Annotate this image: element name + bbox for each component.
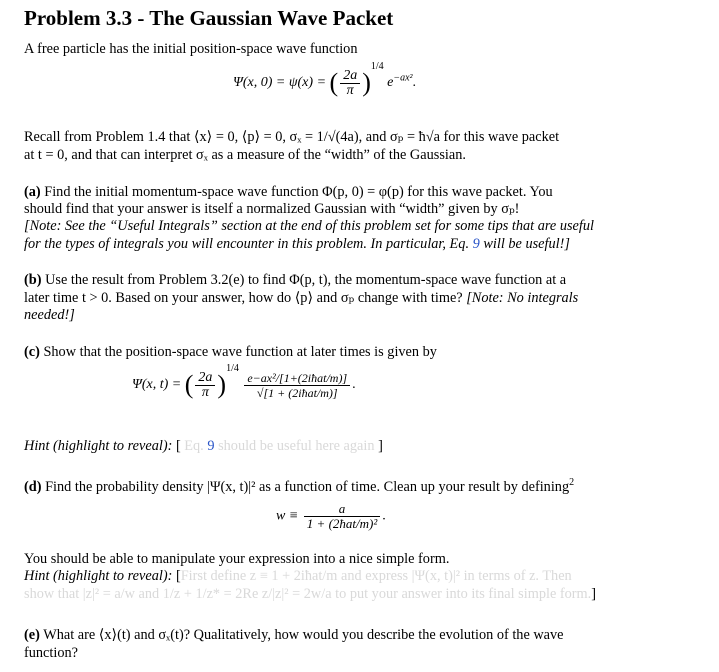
eqc-numerator: 2a bbox=[195, 371, 215, 386]
eq1-fraction bbox=[340, 69, 360, 98]
recall-line-2: at t = 0, and that can interpret σₓ as a measure of the “width” of the Gaussian. bbox=[24, 147, 466, 163]
part-d-hint-line-1 bbox=[24, 567, 572, 586]
part-a-line-2: should find that your answer is itself a normalized Gaussian with “width” given by σₚ! bbox=[24, 201, 520, 217]
part-d-line-2: You should be able to manipulate your expression into a nice simple form. bbox=[24, 551, 450, 567]
part-d-hint-label: Hint (highlight to reveal): bbox=[24, 568, 173, 584]
eq1-end: . bbox=[412, 75, 417, 91]
footnote-marker[interactable]: 2 bbox=[569, 477, 575, 488]
eqc-open-paren: ( bbox=[184, 370, 194, 399]
part-c-hint-open: [ bbox=[175, 438, 181, 454]
part-b-label: (b) bbox=[24, 272, 42, 288]
intro-text: A free particle has the initial position-space wave function bbox=[24, 41, 358, 57]
problem-title: Problem 3.3 - The Gaussian Wave Packet bbox=[24, 6, 394, 30]
part-b-text-2: later time t > 0. Based on your answer, how do ⟨p⟩ and σₚ change with time? bbox=[24, 290, 463, 306]
part-b-note-2: needed!] bbox=[24, 307, 75, 323]
part-e-text-1: What are ⟨x⟩(t) and σₓ(t)? Qualitatively, how would you describe the evolution of the wave bbox=[43, 627, 564, 643]
equation-initial-wavefunction bbox=[233, 60, 417, 98]
eqd-end: . bbox=[382, 508, 386, 524]
eq1-exp-base: e bbox=[387, 75, 394, 91]
eq-9-link[interactable]: 9 bbox=[472, 236, 480, 252]
eqc-main-fraction bbox=[244, 371, 350, 400]
eq1-close-paren: ) bbox=[362, 68, 371, 97]
part-d-hint-close: ] bbox=[591, 586, 597, 602]
eqc-fraction bbox=[195, 371, 215, 400]
part-e-line-2: function? bbox=[24, 645, 78, 661]
part-b-line-1 bbox=[24, 271, 566, 290]
eqd-numerator: a bbox=[304, 502, 380, 517]
eq1-exp-power: −ax² bbox=[393, 72, 413, 84]
eq1-power: 1/4 bbox=[370, 60, 384, 72]
eqd-denominator: 1 + (2ħat/m)² bbox=[306, 516, 378, 531]
part-a-label: (a) bbox=[24, 184, 41, 200]
part-d-hint-hidden-2[interactable]: show that |z|² = a/w and 1/z + 1/z* = 2Re z/|z|² = 2w/a to put your answer into its final simple form. bbox=[24, 586, 592, 602]
eqd-lhs: w ≡ bbox=[276, 508, 299, 524]
part-c-hint-label: Hint (highlight to reveal): bbox=[24, 438, 173, 454]
eqc-lhs: Ψ(x, t) = bbox=[132, 377, 182, 393]
part-c-hint-ref[interactable]: 9 bbox=[207, 438, 215, 454]
part-a-note-2 bbox=[24, 235, 570, 254]
eq1-lhs: Ψ(x, 0) = ψ(x) = bbox=[233, 75, 327, 91]
part-a-note-1: [Note: See the “Useful Integrals” section at the end of this problem set for some tips that are useful bbox=[24, 218, 594, 234]
part-c-hint-close: ] bbox=[378, 438, 383, 454]
part-c-label: (c) bbox=[24, 344, 40, 360]
eqc-close-paren: ) bbox=[217, 370, 227, 399]
part-e-label: (e) bbox=[24, 627, 40, 643]
part-d-label: (d) bbox=[24, 478, 42, 495]
part-d-hint-hidden-1[interactable]: First define z ≡ 1 + 2iħat/m and express |Ψ(x, t)|² in terms of z. Then bbox=[180, 568, 572, 584]
part-d-text-1: Find the probability density |Ψ(x, t)|² as a function of time. Clean up your result by defining bbox=[45, 478, 570, 495]
part-a-note-2-post: will be useful!] bbox=[483, 236, 570, 252]
part-c-hint-hidden[interactable]: should be useful here again bbox=[218, 438, 375, 454]
eqc-main-denominator: √[1 + (2iħat/m)] bbox=[256, 385, 338, 400]
part-b-note-1: [Note: No integrals bbox=[466, 290, 579, 306]
eqc-main-numerator: e−ax²/[1+(2iħat/m)] bbox=[244, 371, 350, 386]
part-c-hint-eq[interactable]: Eq. bbox=[184, 438, 204, 454]
part-c-line-1 bbox=[24, 343, 437, 362]
part-b-line-2 bbox=[24, 289, 578, 308]
equation-time-wavefunction bbox=[132, 362, 356, 400]
part-c-hint bbox=[24, 437, 383, 456]
eqc-power: 1/4 bbox=[226, 362, 239, 374]
eq1-open-paren: ( bbox=[329, 68, 339, 97]
eqc-denominator: π bbox=[201, 384, 209, 400]
part-d-hint-line-2 bbox=[24, 585, 596, 604]
eq1-denominator: π bbox=[346, 82, 354, 98]
part-e-line-1 bbox=[24, 626, 564, 645]
part-a-note-2-pre: for the types of integrals you will encounter in this problem. In particular, Eq. bbox=[24, 236, 470, 252]
eq1-numerator: 2a bbox=[340, 69, 360, 84]
part-d-hint-open: [ bbox=[175, 568, 181, 584]
eqc-end: . bbox=[352, 377, 356, 393]
recall-line-1: Recall from Problem 1.4 that ⟨x⟩ = 0, ⟨p⟩ = 0, σₓ = 1/√(4a), and σₚ = ħ√a for this wave packet bbox=[24, 129, 560, 145]
part-c-text-1: Show that the position-space wave function at later times is given by bbox=[43, 344, 437, 360]
eqd-fraction bbox=[304, 502, 380, 531]
equation-w-definition bbox=[276, 502, 386, 531]
part-b-text-1: Use the result from Problem 3.2(e) to find Φ(p, t), the momentum-space wave function at a bbox=[45, 272, 567, 288]
part-d-line-1 bbox=[24, 474, 574, 496]
part-a-text-1: Find the initial momentum-space wave function Φ(p, 0) = φ(p) for this wave packet. You bbox=[44, 184, 553, 200]
part-a-line-1 bbox=[24, 183, 553, 202]
